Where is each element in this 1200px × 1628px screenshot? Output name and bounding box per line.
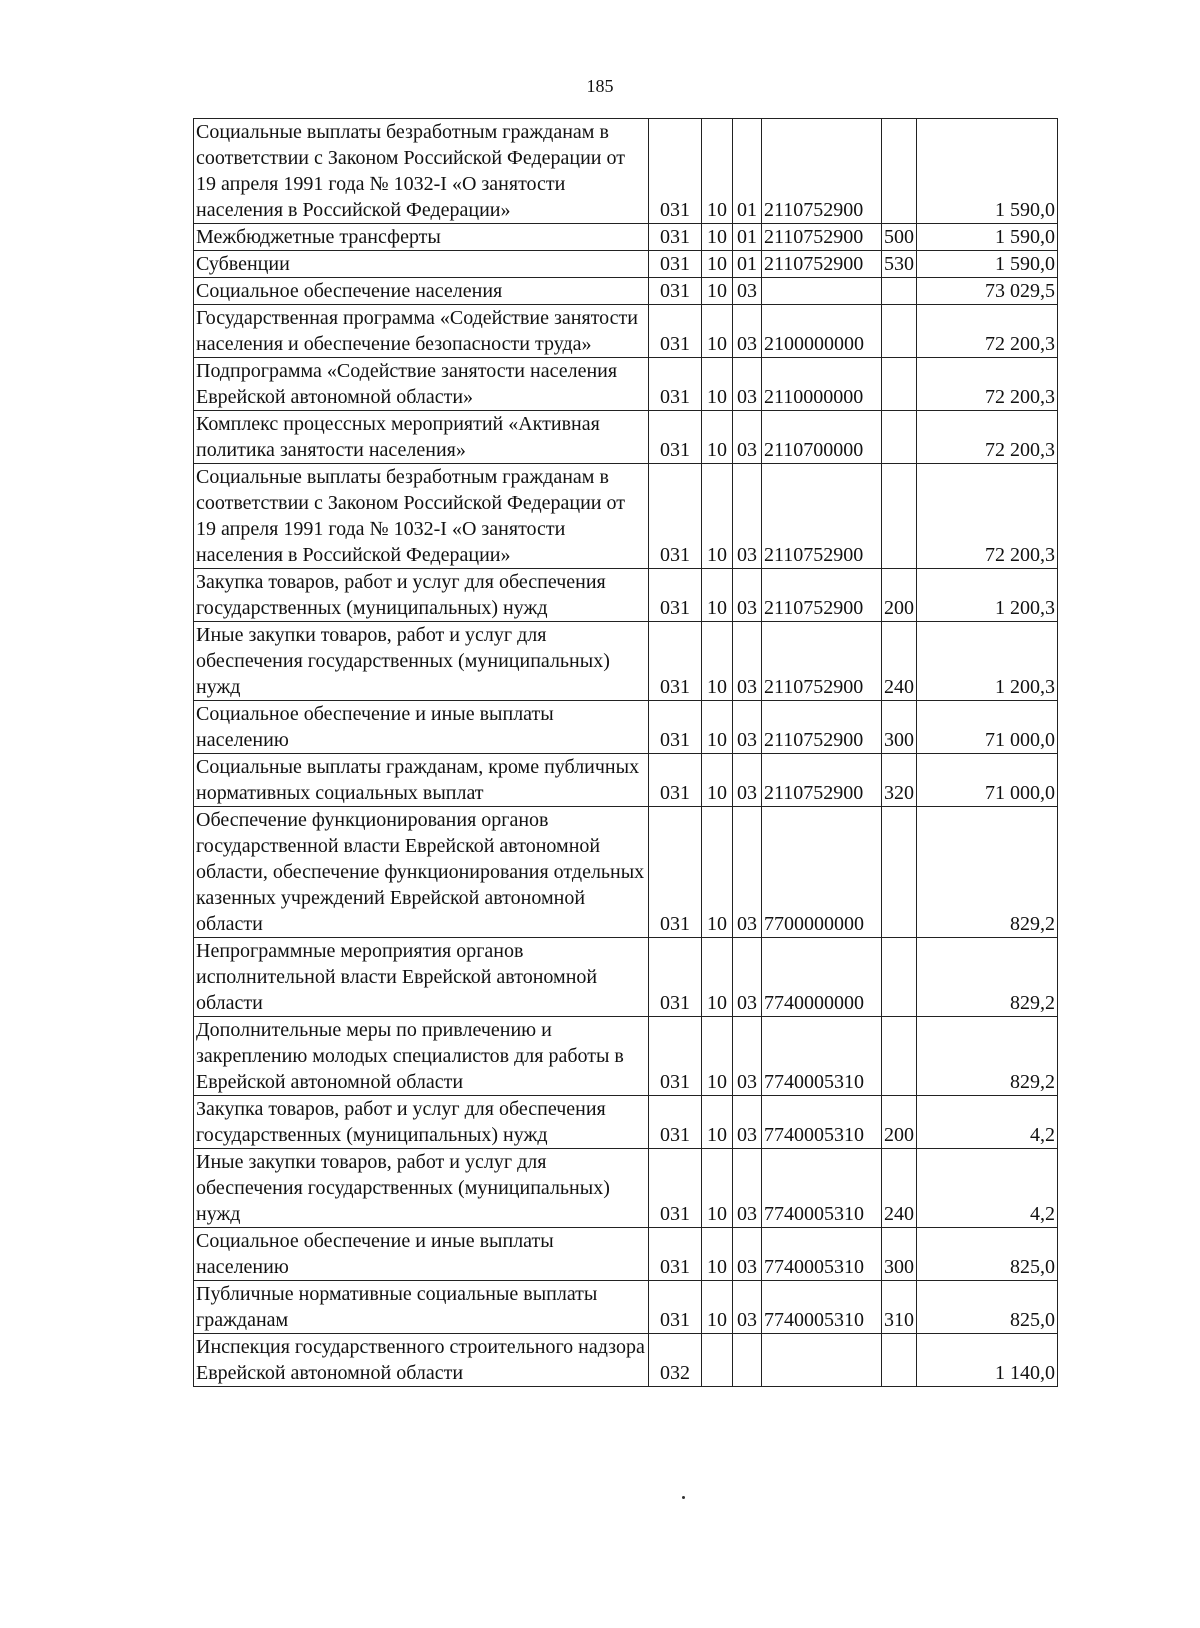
target-article-cell: 7700000000 [762,807,882,938]
admin-code-cell: 031 [649,807,702,938]
subsection-code-cell: 03 [733,569,762,622]
expense-type-cell: 240 [882,622,917,701]
expense-type-cell [882,358,917,411]
target-article-cell: 2110752900 [762,119,882,224]
target-article-cell: 2110752900 [762,464,882,569]
scan-speck [682,1496,685,1499]
amount-cell: 1 140,0 [917,1334,1058,1387]
item-name-cell: Социальное обеспечение населения [194,278,649,305]
section-code-cell: 10 [702,938,733,1017]
table-row [194,701,1058,754]
amount-cell: 1 200,3 [917,569,1058,622]
target-article-cell: 2110000000 [762,358,882,411]
target-article-cell: 2100000000 [762,305,882,358]
target-article-cell: 7740005310 [762,1017,882,1096]
amount-cell: 72 200,3 [917,305,1058,358]
admin-code-cell: 031 [649,1228,702,1281]
expense-type-cell: 240 [882,1149,917,1228]
table-row [194,1334,1058,1387]
amount-cell: 72 200,3 [917,411,1058,464]
table-row [194,569,1058,622]
subsection-code-cell: 03 [733,754,762,807]
item-name-cell: Инспекция государственного строительного надзора Еврейской автономной области [194,1334,649,1387]
amount-cell: 825,0 [917,1228,1058,1281]
subsection-code-cell: 03 [733,278,762,305]
target-article-cell: 2110752900 [762,701,882,754]
amount-cell: 1 590,0 [917,224,1058,251]
item-name-cell: Социальные выплаты безработным гражданам в соответствии с Законом Российской Федерации от 19 апреля 1991 года № 1032-I «О занятости населения в Российской Федерации» [194,464,649,569]
table-row [194,1017,1058,1096]
subsection-code-cell: 03 [733,358,762,411]
subsection-code-cell: 03 [733,411,762,464]
expense-type-cell: 530 [882,251,917,278]
admin-code-cell: 031 [649,1281,702,1334]
section-code-cell: 10 [702,1228,733,1281]
amount-cell: 825,0 [917,1281,1058,1334]
admin-code-cell: 031 [649,701,702,754]
subsection-code-cell: 03 [733,1096,762,1149]
amount-cell: 829,2 [917,1017,1058,1096]
subsection-code-cell: 03 [733,464,762,569]
item-name-cell: Непрограммные мероприятия органов исполнительной власти Еврейской автономной области [194,938,649,1017]
table-row [194,251,1058,278]
item-name-cell: Подпрограмма «Содействие занятости населения Еврейской автономной области» [194,358,649,411]
expense-type-cell [882,1334,917,1387]
section-code-cell: 10 [702,224,733,251]
expense-type-cell [882,119,917,224]
item-name-cell: Социальные выплаты безработным гражданам в соответствии с Законом Российской Федерации от 19 апреля 1991 года № 1032-I «О занятости населения в Российской Федерации» [194,119,649,224]
section-code-cell: 10 [702,358,733,411]
item-name-cell: Комплекс процессных мероприятий «Активная политика занятости населения» [194,411,649,464]
section-code-cell: 10 [702,1281,733,1334]
section-code-cell: 10 [702,622,733,701]
subsection-code-cell: 03 [733,1017,762,1096]
section-code-cell: 10 [702,278,733,305]
section-code-cell: 10 [702,411,733,464]
table-row [194,305,1058,358]
subsection-code-cell [733,1334,762,1387]
section-code-cell: 10 [702,1017,733,1096]
table-row [194,807,1058,938]
subsection-code-cell: 03 [733,701,762,754]
section-code-cell: 10 [702,807,733,938]
subsection-code-cell: 03 [733,1149,762,1228]
item-name-cell: Иные закупки товаров, работ и услуг для обеспечения государственных (муниципальных) нужд [194,622,649,701]
item-name-cell: Обеспечение функционирования органов государственной власти Еврейской автономной области, обеспечение функционирования отдельных казенных учреждений Еврейской автономной области [194,807,649,938]
admin-code-cell: 031 [649,251,702,278]
subsection-code-cell: 03 [733,1228,762,1281]
expense-type-cell: 500 [882,224,917,251]
expense-type-cell [882,411,917,464]
expense-type-cell [882,305,917,358]
admin-code-cell: 031 [649,305,702,358]
item-name-cell: Иные закупки товаров, работ и услуг для обеспечения государственных (муниципальных) нужд [194,1149,649,1228]
admin-code-cell: 031 [649,938,702,1017]
subsection-code-cell: 01 [733,224,762,251]
target-article-cell [762,278,882,305]
admin-code-cell: 031 [649,1149,702,1228]
target-article-cell: 7740005310 [762,1096,882,1149]
table-row [194,411,1058,464]
amount-cell: 1 200,3 [917,622,1058,701]
section-code-cell: 10 [702,1149,733,1228]
table-row [194,1149,1058,1228]
page-number: 185 [586,76,614,96]
expense-type-cell: 320 [882,754,917,807]
admin-code-cell: 031 [649,278,702,305]
item-name-cell: Социальные выплаты гражданам, кроме публичных нормативных социальных выплат [194,754,649,807]
expense-type-cell: 300 [882,701,917,754]
table-row [194,224,1058,251]
target-article-cell: 2110752900 [762,622,882,701]
admin-code-cell: 032 [649,1334,702,1387]
target-article-cell: 7740000000 [762,938,882,1017]
table-row [194,1281,1058,1334]
table-row [194,754,1058,807]
target-article-cell: 7740005310 [762,1228,882,1281]
target-article-cell: 2110752900 [762,251,882,278]
item-name-cell: Субвенции [194,251,649,278]
admin-code-cell: 031 [649,464,702,569]
target-article-cell: 2110752900 [762,224,882,251]
amount-cell: 829,2 [917,938,1058,1017]
target-article-cell: 7740005310 [762,1281,882,1334]
admin-code-cell: 031 [649,119,702,224]
section-code-cell: 10 [702,701,733,754]
target-article-cell: 7740005310 [762,1149,882,1228]
admin-code-cell: 031 [649,1096,702,1149]
amount-cell: 4,2 [917,1149,1058,1228]
section-code-cell: 10 [702,305,733,358]
table-row [194,938,1058,1017]
expense-type-cell [882,1017,917,1096]
subsection-code-cell: 03 [733,807,762,938]
item-name-cell: Государственная программа «Содействие занятости населения и обеспечение безопасности труда» [194,305,649,358]
amount-cell: 71 000,0 [917,701,1058,754]
expense-type-cell: 300 [882,1228,917,1281]
admin-code-cell: 031 [649,569,702,622]
item-name-cell: Закупка товаров, работ и услуг для обеспечения государственных (муниципальных) нужд [194,569,649,622]
target-article-cell: 2110752900 [762,569,882,622]
table-row [194,464,1058,569]
section-code-cell: 10 [702,251,733,278]
item-name-cell: Закупка товаров, работ и услуг для обеспечения государственных (муниципальных) нужд [194,1096,649,1149]
section-code-cell: 10 [702,754,733,807]
admin-code-cell: 031 [649,1017,702,1096]
table-row [194,278,1058,305]
amount-cell: 4,2 [917,1096,1058,1149]
amount-cell: 1 590,0 [917,251,1058,278]
target-article-cell: 2110752900 [762,754,882,807]
amount-cell: 72 200,3 [917,464,1058,569]
item-name-cell: Социальное обеспечение и иные выплаты населению [194,701,649,754]
admin-code-cell: 031 [649,754,702,807]
admin-code-cell: 031 [649,224,702,251]
subsection-code-cell: 03 [733,305,762,358]
section-code-cell: 10 [702,1096,733,1149]
amount-cell: 73 029,5 [917,278,1058,305]
amount-cell: 1 590,0 [917,119,1058,224]
amount-cell: 72 200,3 [917,358,1058,411]
expense-type-cell [882,807,917,938]
table-row [194,119,1058,224]
table-body [194,119,1058,1387]
admin-code-cell: 031 [649,358,702,411]
expense-type-cell [882,464,917,569]
budget-table [193,118,1058,1387]
section-code-cell: 10 [702,464,733,569]
section-code-cell: 10 [702,119,733,224]
table-row [194,1096,1058,1149]
amount-cell: 829,2 [917,807,1058,938]
target-article-cell [762,1334,882,1387]
amount-cell: 71 000,0 [917,754,1058,807]
admin-code-cell: 031 [649,622,702,701]
expense-type-cell [882,938,917,1017]
expense-type-cell [882,278,917,305]
subsection-code-cell: 03 [733,1281,762,1334]
table-row [194,1228,1058,1281]
admin-code-cell: 031 [649,411,702,464]
item-name-cell: Публичные нормативные социальные выплаты гражданам [194,1281,649,1334]
expense-type-cell: 200 [882,1096,917,1149]
item-name-cell: Социальное обеспечение и иные выплаты населению [194,1228,649,1281]
subsection-code-cell: 03 [733,622,762,701]
expense-type-cell: 200 [882,569,917,622]
subsection-code-cell: 01 [733,251,762,278]
expense-type-cell: 310 [882,1281,917,1334]
target-article-cell: 2110700000 [762,411,882,464]
subsection-code-cell: 03 [733,938,762,1017]
subsection-code-cell: 01 [733,119,762,224]
item-name-cell: Межбюджетные трансферты [194,224,649,251]
section-code-cell: 10 [702,569,733,622]
item-name-cell: Дополнительные меры по привлечению и закреплению молодых специалистов для работы в Еврейской автономной области [194,1017,649,1096]
table-row [194,622,1058,701]
section-code-cell [702,1334,733,1387]
table-row [194,358,1058,411]
